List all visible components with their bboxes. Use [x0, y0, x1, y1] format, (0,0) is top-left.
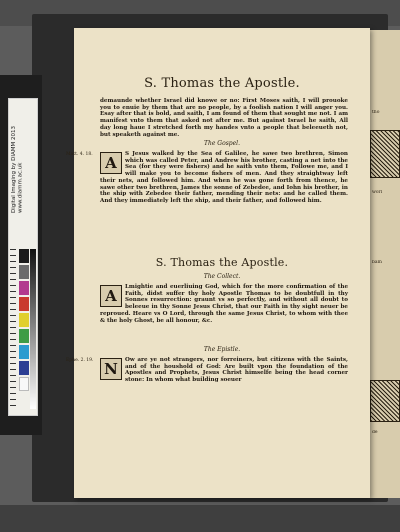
- collect-text: Lmightie and euerliuing God, which for the more confirmation of the Faith, didst suffer thy holy Apostle Thomas to be doubtfull in thy Sonnes resurrection: graunt vs so perfectly, and without all doubt to beleeue in thy Sonne Jesus Christ, that our Faith in thy sight neuer be reproued. Heare vs O Lord, through the same Jesus Christ, to whom with thee & the holy Ghost, be all honour, &c.: [100, 284, 348, 324]
- swatch-red: [19, 297, 29, 311]
- swatch-magenta: [19, 281, 29, 295]
- collect-block: [100, 284, 348, 324]
- facing-fragment-1: tho: [372, 110, 380, 115]
- facing-page: [368, 30, 400, 498]
- facing-fragment-3: bam: [372, 260, 382, 265]
- facing-fragment-4: de: [372, 430, 378, 435]
- decorated-initial-ornament-lower: [370, 380, 400, 422]
- credit-line-2: www.diamm.ac.uk: [17, 162, 24, 213]
- swatch-yellow: [19, 313, 29, 327]
- book-page: [66, 28, 370, 498]
- decorated-initial-ornament: [370, 130, 400, 178]
- imaging-credit: [11, 103, 35, 213]
- running-head: S. Thomas the Apostle.: [144, 76, 300, 91]
- epistle-block: [100, 357, 348, 384]
- swatch-cyan: [19, 345, 29, 359]
- scanner-bed-bottom: [0, 505, 400, 532]
- gospel-drop-cap: A: [100, 152, 122, 174]
- gospel-block: [100, 151, 348, 205]
- gospel-heading: The Gospel.: [203, 140, 241, 147]
- collect-drop-cap: A: [100, 285, 122, 307]
- epistle-reference: Ephe. 2. 19.: [66, 358, 94, 363]
- swatch-green: [19, 329, 29, 343]
- credit-line-1: Digital Imaging by DIAMM 2013: [11, 125, 17, 213]
- swatch-gray: [19, 265, 29, 279]
- facing-fragment-2: worl: [372, 190, 383, 195]
- epistle-drop-cap: N: [100, 358, 122, 380]
- gospel-reference: Matt. 4. 18.: [66, 152, 93, 157]
- gospel-text: S Jesus walked by the Sea of Galilee, he sawe two brethren, Simon which was called Peter, and Andrew his brother, casting a net into the Sea (for they were fishers) and he saith vnto them, Followe me, and I will make you to become fishers of men. And they straightway left their nets, and followed him. And when he was gone forth from thence, he sawe other two brethren, James the sonne of Zebedee, and Iohn his brother, in the ship with Zebedee their father, mending their nets: and he called them. And they immediately left the ship, and their father, and followed him.: [100, 151, 348, 204]
- section-heading: S. Thomas the Apostle.: [155, 256, 289, 269]
- epistle-text: Ow are ye not strangers, nor forreiners, but citizens with the Saints, and of the houshold of God: Are built vpon the foundation of the Apostles and Prophets, Jesus Christ himselfe being the head corner stone: In whom what building soeuer: [125, 357, 348, 384]
- epistle-heading: The Epistle.: [203, 346, 241, 353]
- measuring-rule: [10, 249, 16, 409]
- swatch-black: [19, 249, 29, 263]
- swatch-white: [19, 377, 29, 391]
- opening-paragraph: demaunde whether Israel did knowe or no: First Moses saith, I will prouoke you to enuie by them that are no people, by a foolish nation I will anger you. Esay after that is bold, and saith, I am found of them that sought me not. I am manifest vnto them that asked not after me. But against Israel he saith, All day long haue I stretched forth my handes vnto a people that beleeueth not, but speaketh against me.: [100, 98, 348, 138]
- color-calibration-strip: [8, 98, 38, 416]
- grayscale-ramp: [30, 249, 36, 409]
- collect-heading: The Collect.: [203, 273, 241, 280]
- swatch-blue: [19, 361, 29, 375]
